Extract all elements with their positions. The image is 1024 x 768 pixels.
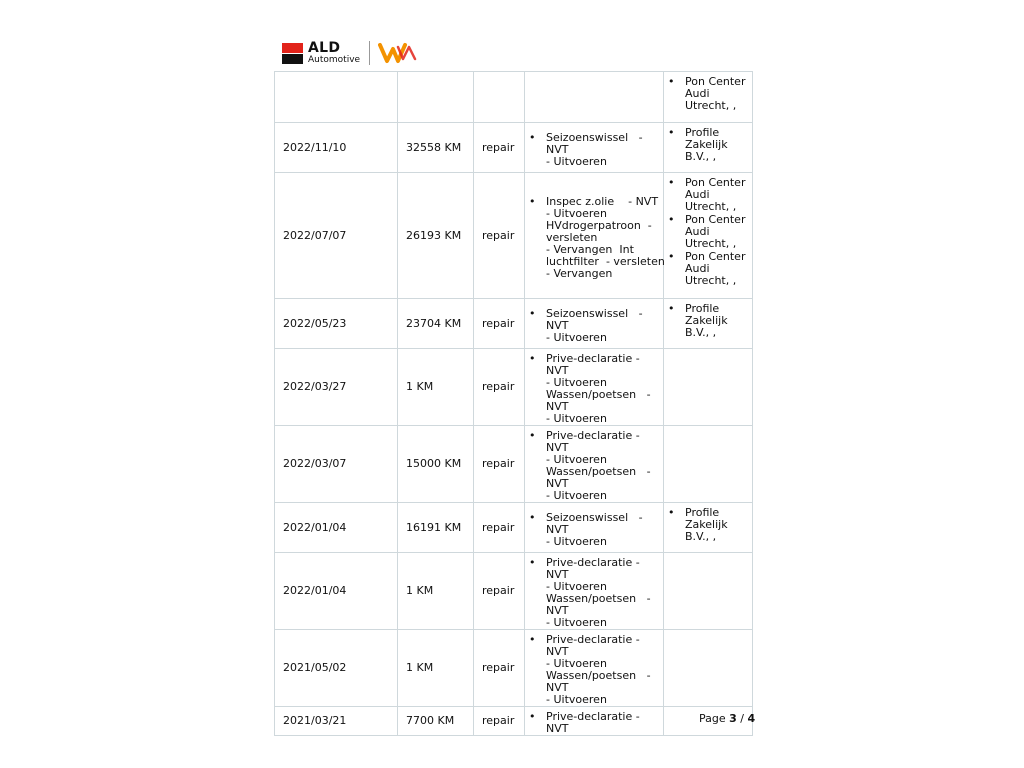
action-line: NVT (546, 681, 569, 694)
brand-sub: Automotive (308, 55, 361, 65)
action-line: • Prive-declaratie - (546, 710, 640, 723)
action-item (525, 308, 663, 344)
action-line: NVT (546, 645, 569, 658)
km-cell: 7700 KM (398, 707, 474, 736)
km-cell: 32558 KM (398, 123, 474, 173)
action-line: - Uitvoeren (546, 489, 607, 502)
action-line: - Uitvoeren (546, 534, 607, 548)
actions-list (525, 426, 663, 502)
ald-logo-text (308, 41, 360, 65)
action-item (525, 353, 663, 425)
action-line: NVT (546, 522, 569, 536)
action-line: NVT (546, 441, 569, 454)
page-current: 3 (729, 712, 737, 725)
table-row (275, 349, 753, 426)
dealer-item: • Profile Zakelijk B.V., , (664, 303, 752, 339)
km-cell: 1 KM (398, 553, 474, 630)
date-cell: 2022/03/27 (275, 349, 398, 426)
action-line: - Uitvoeren (546, 657, 607, 670)
date-cell: 2022/11/10 (275, 123, 398, 173)
action-line: NVT (546, 604, 569, 617)
ald-logo-icon (282, 43, 303, 64)
action-line: NVT (546, 142, 569, 156)
action-line: NVT (546, 400, 569, 413)
page-total: 4 (747, 712, 756, 725)
dealer-list (664, 123, 752, 163)
table-row (275, 630, 753, 707)
actions-cell (525, 72, 664, 123)
type-cell: repair (474, 503, 525, 553)
table-row (275, 707, 753, 736)
type-cell: repair (474, 123, 525, 173)
type-cell: repair (474, 426, 525, 503)
date-cell: 2021/05/02 (275, 630, 398, 707)
actions-cell (525, 299, 664, 349)
action-line: HVdrogerpatroon - (546, 218, 652, 232)
action-line: • Prive-declaratie - (546, 429, 640, 442)
actions-cell (525, 123, 664, 173)
dealer-cell (664, 553, 753, 630)
action-line: versleten (546, 230, 598, 244)
actions-cell (525, 426, 664, 503)
action-line: - Vervangen Int (546, 242, 634, 256)
km-cell: 1 KM (398, 349, 474, 426)
action-line: • Seizoenswissel - (546, 130, 643, 144)
action-line: luchtfilter - versleten (546, 254, 665, 268)
partner-w-logo-icon (378, 41, 418, 65)
dealer-list (664, 299, 752, 339)
dealer-cell (664, 72, 753, 123)
table-row (275, 123, 753, 173)
action-item (525, 557, 663, 629)
action-item (525, 132, 663, 168)
action-line: Wassen/poetsen - (546, 465, 651, 478)
action-line: Wassen/poetsen - (546, 669, 651, 682)
action-item (525, 430, 663, 502)
table-row (275, 173, 753, 299)
dealer-list (664, 503, 752, 543)
action-line: • Prive-declaratie - (546, 633, 640, 646)
km-cell: 23704 KM (398, 299, 474, 349)
actions-cell (525, 173, 664, 299)
action-line: • Seizoenswissel - (546, 306, 643, 320)
table-row (275, 426, 753, 503)
km-cell (398, 72, 474, 123)
action-item (525, 196, 663, 280)
actions-list (525, 630, 663, 706)
action-line: NVT (546, 477, 569, 490)
type-cell: repair (474, 173, 525, 299)
dealer-cell (664, 349, 753, 426)
action-line: - Uitvoeren (546, 330, 607, 344)
km-cell: 16191 KM (398, 503, 474, 553)
km-cell: 26193 KM (398, 173, 474, 299)
dealer-item: • Pon Center Audi Utrecht, , (664, 177, 752, 213)
action-line: Wassen/poetsen - (546, 592, 651, 605)
action-item (525, 512, 663, 548)
date-cell (275, 72, 398, 123)
actions-list (525, 553, 663, 629)
date-cell: 2022/01/04 (275, 503, 398, 553)
type-cell: repair (474, 553, 525, 630)
date-cell: 2022/07/07 (275, 173, 398, 299)
action-line: - Uitvoeren (546, 376, 607, 389)
dealer-item: • Pon Center Audi Utrecht, , (664, 251, 752, 287)
dealer-cell (664, 123, 753, 173)
action-line: NVT (546, 568, 569, 581)
type-cell: repair (474, 299, 525, 349)
logo-divider (369, 41, 370, 65)
date-cell: 2022/05/23 (275, 299, 398, 349)
km-cell: 1 KM (398, 630, 474, 707)
action-line: - Uitvoeren (546, 616, 607, 629)
type-cell: repair (474, 630, 525, 707)
dealer-cell (664, 299, 753, 349)
actions-list (525, 192, 663, 280)
dealer-cell (664, 173, 753, 299)
action-item (525, 634, 663, 706)
maintenance-table-body (275, 72, 753, 736)
action-line: - Uitvoeren (546, 693, 607, 706)
page-label: Page (699, 712, 726, 725)
dealer-item: • Profile Zakelijk B.V., , (664, 127, 752, 163)
actions-list (525, 304, 663, 344)
page-header (282, 40, 418, 66)
dealer-cell (664, 503, 753, 553)
action-line: • Inspec z.olie - NVT (546, 194, 659, 208)
action-line: - Uitvoeren (546, 154, 607, 168)
dealer-list (664, 173, 752, 287)
action-line: - Uitvoeren (546, 453, 607, 466)
action-line: • Prive-declaratie - (546, 352, 640, 365)
action-item (525, 711, 663, 735)
action-line: - Uitvoeren (546, 206, 607, 220)
type-cell: repair (474, 707, 525, 736)
dealer-cell (664, 630, 753, 707)
table-row (275, 72, 753, 123)
action-line: NVT (546, 318, 569, 332)
actions-list (525, 508, 663, 548)
actions-cell (525, 707, 664, 736)
action-line: • Seizoenswissel - (546, 510, 643, 524)
maintenance-table (274, 71, 753, 736)
date-cell: 2021/03/21 (275, 707, 398, 736)
table-row (275, 503, 753, 553)
action-line: - Vervangen (546, 266, 613, 280)
table-row (275, 299, 753, 349)
date-cell: 2022/01/04 (275, 553, 398, 630)
actions-list (525, 128, 663, 168)
action-line: NVT (546, 364, 569, 377)
date-cell: 2022/03/07 (275, 426, 398, 503)
type-cell (474, 72, 525, 123)
dealer-item: • Pon Center Audi Utrecht, , (664, 214, 752, 250)
dealer-item: • Profile Zakelijk B.V., , (664, 507, 752, 543)
table-row (275, 553, 753, 630)
actions-cell (525, 503, 664, 553)
action-line: - Uitvoeren (546, 412, 607, 425)
action-line: NVT (546, 722, 569, 735)
action-line: • Prive-declaratie - (546, 556, 640, 569)
action-line: Wassen/poetsen - (546, 388, 651, 401)
actions-cell (525, 630, 664, 707)
dealer-cell (664, 426, 753, 503)
type-cell: repair (474, 349, 525, 426)
page-separator: / (740, 712, 745, 725)
brand-name: ALD (308, 40, 341, 56)
actions-cell (525, 553, 664, 630)
actions-list (525, 707, 663, 735)
dealer-list (664, 72, 752, 112)
dealer-item: • Pon Center Audi Utrecht, , (664, 76, 752, 112)
actions-cell (525, 349, 664, 426)
page-footer (699, 712, 755, 725)
actions-list (525, 349, 663, 425)
km-cell: 15000 KM (398, 426, 474, 503)
action-line: - Uitvoeren (546, 580, 607, 593)
